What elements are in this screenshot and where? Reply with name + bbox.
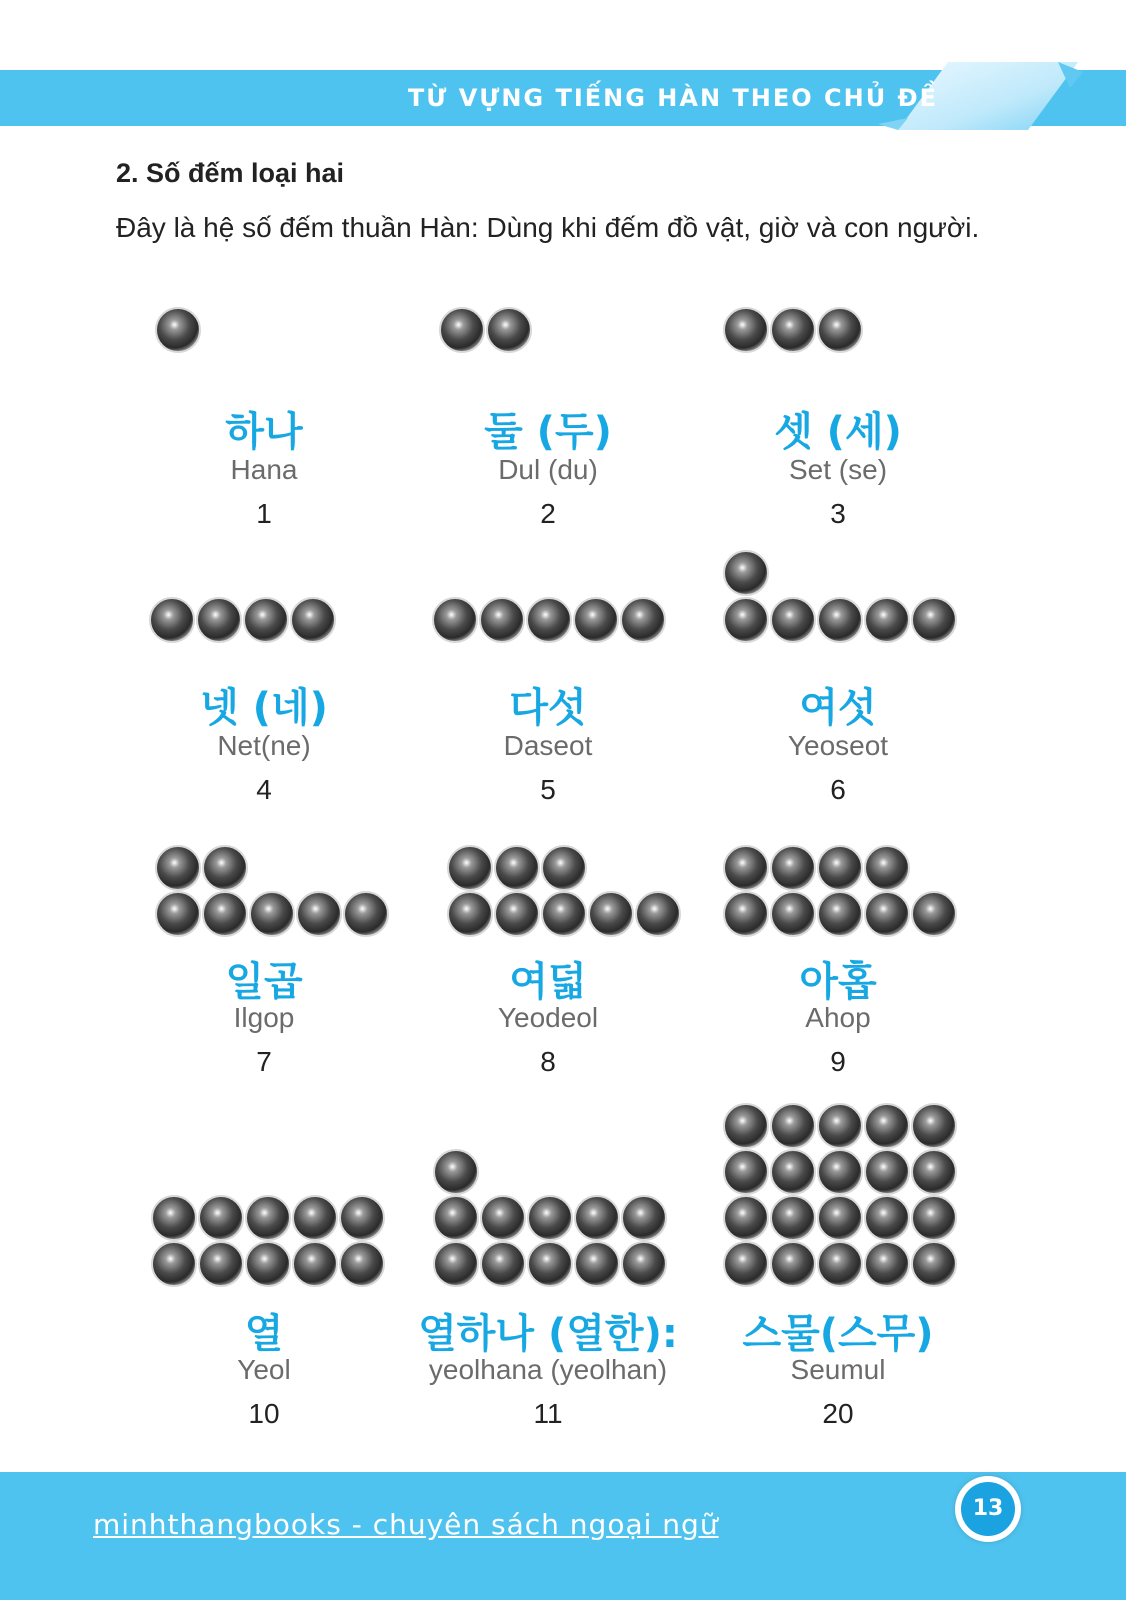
counting-ball bbox=[246, 1196, 290, 1240]
hangul-word: 열하나 (열한): bbox=[418, 1311, 678, 1357]
romanization: Hana bbox=[230, 454, 298, 485]
counting-ball bbox=[771, 1196, 815, 1240]
romanization: Ilgop bbox=[233, 1002, 295, 1033]
counting-ball bbox=[724, 1150, 768, 1194]
counting-ball bbox=[528, 1242, 572, 1286]
number: 1 bbox=[256, 498, 272, 529]
hangul-word: 하나 bbox=[225, 409, 303, 455]
counting-ball bbox=[434, 1150, 478, 1194]
hangul-word: 일곱 bbox=[225, 959, 303, 1005]
page-number-badge bbox=[955, 1476, 1021, 1542]
romanization: Seumul bbox=[790, 1354, 886, 1385]
counting-ball bbox=[912, 1196, 956, 1240]
hangul-word: 둘 (두) bbox=[484, 409, 612, 455]
hangul-word: 스물(스무) bbox=[742, 1311, 934, 1357]
number: 6 bbox=[830, 774, 846, 805]
counting-ball bbox=[622, 1242, 666, 1286]
number: 11 bbox=[533, 1398, 563, 1429]
counting-ball bbox=[340, 1196, 384, 1240]
counting-ball bbox=[771, 308, 815, 352]
counting-ball bbox=[724, 1242, 768, 1286]
counting-ball bbox=[481, 1242, 525, 1286]
romanization: yeolhana (yeolhan) bbox=[428, 1354, 668, 1385]
counting-ball bbox=[621, 598, 665, 642]
counting-ball bbox=[448, 892, 492, 936]
number: 5 bbox=[540, 774, 556, 805]
counting-ball bbox=[771, 1150, 815, 1194]
counting-ball bbox=[622, 1196, 666, 1240]
page-number: 13 bbox=[961, 1482, 1015, 1536]
counting-ball bbox=[818, 1150, 862, 1194]
counting-ball bbox=[448, 846, 492, 890]
counting-ball bbox=[293, 1196, 337, 1240]
counting-ball bbox=[156, 846, 200, 890]
counting-ball bbox=[865, 1104, 909, 1148]
counting-ball bbox=[199, 1196, 243, 1240]
counting-ball bbox=[340, 1242, 384, 1286]
counting-ball bbox=[724, 892, 768, 936]
counting-ball bbox=[818, 892, 862, 936]
counting-ball bbox=[152, 1242, 196, 1286]
footer-publisher-text: minhthangbooks - chuyên sách ngoại ngữ bbox=[93, 1508, 719, 1541]
romanization: Ahop bbox=[805, 1002, 871, 1033]
counting-ball bbox=[865, 846, 909, 890]
romanization: Yeoseot bbox=[787, 730, 889, 761]
counting-ball bbox=[495, 846, 539, 890]
counting-ball bbox=[244, 598, 288, 642]
counting-ball bbox=[542, 846, 586, 890]
number: 9 bbox=[830, 1046, 846, 1077]
romanization: Daseot bbox=[503, 730, 593, 761]
counting-ball bbox=[865, 598, 909, 642]
counting-ball bbox=[527, 598, 571, 642]
number: 2 bbox=[540, 498, 556, 529]
counting-ball bbox=[203, 846, 247, 890]
section-intro: Đây là hệ số đếm thuần Hàn: Dùng khi đếm đồ vật, giờ và con người. bbox=[116, 212, 980, 243]
hangul-word: 셋 (세) bbox=[774, 409, 902, 455]
counting-ball bbox=[724, 308, 768, 352]
romanization: Set (se) bbox=[788, 454, 888, 485]
counting-ball bbox=[818, 598, 862, 642]
counting-ball bbox=[636, 892, 680, 936]
counting-ball bbox=[291, 598, 335, 642]
counting-ball bbox=[542, 892, 586, 936]
counting-ball bbox=[434, 1242, 478, 1286]
counting-ball bbox=[487, 308, 531, 352]
counting-ball bbox=[818, 1242, 862, 1286]
counting-ball bbox=[724, 551, 768, 595]
counting-ball bbox=[150, 598, 194, 642]
counting-ball bbox=[771, 598, 815, 642]
counting-ball bbox=[495, 892, 539, 936]
counting-ball bbox=[771, 846, 815, 890]
section-heading: 2. Số đếm loại hai bbox=[116, 158, 345, 188]
counting-ball bbox=[771, 1104, 815, 1148]
counting-ball bbox=[250, 892, 294, 936]
counting-ball bbox=[771, 1242, 815, 1286]
romanization: Net(ne) bbox=[217, 730, 311, 761]
counting-ball bbox=[480, 598, 524, 642]
counting-ball bbox=[481, 1196, 525, 1240]
counting-ball bbox=[724, 1196, 768, 1240]
counting-ball bbox=[724, 1104, 768, 1148]
counting-ball bbox=[818, 1196, 862, 1240]
counting-ball bbox=[818, 846, 862, 890]
hangul-word: 여섯 bbox=[799, 685, 877, 731]
romanization: Dul (du) bbox=[498, 454, 598, 485]
counting-ball bbox=[246, 1242, 290, 1286]
counting-ball bbox=[865, 892, 909, 936]
counting-ball bbox=[575, 1196, 619, 1240]
counting-ball bbox=[912, 1150, 956, 1194]
counting-ball bbox=[152, 1196, 196, 1240]
header-title: TỪ VỰNG TIẾNG HÀN THEO CHỦ ĐỀ bbox=[407, 84, 939, 112]
romanization: Yeodeol bbox=[497, 1002, 599, 1033]
counting-ball bbox=[724, 598, 768, 642]
counting-ball bbox=[865, 1150, 909, 1194]
counting-ball bbox=[344, 892, 388, 936]
hangul-word: 다섯 bbox=[509, 685, 587, 731]
number: 4 bbox=[256, 774, 272, 805]
number: 3 bbox=[830, 498, 846, 529]
number: 20 bbox=[822, 1398, 854, 1429]
counting-ball bbox=[865, 1196, 909, 1240]
counting-ball bbox=[771, 892, 815, 936]
counting-ball bbox=[865, 1242, 909, 1286]
counting-ball bbox=[912, 1104, 956, 1148]
counting-ball bbox=[528, 1196, 572, 1240]
hangul-word: 여덟 bbox=[509, 959, 587, 1005]
number: 8 bbox=[540, 1046, 556, 1077]
number: 10 bbox=[248, 1398, 280, 1429]
counting-ball bbox=[297, 892, 341, 936]
hangul-word: 열 bbox=[244, 1311, 284, 1357]
counting-ball bbox=[818, 308, 862, 352]
number: 7 bbox=[256, 1046, 272, 1077]
counting-ball bbox=[912, 1242, 956, 1286]
counting-ball bbox=[434, 1196, 478, 1240]
counting-ball bbox=[912, 598, 956, 642]
counting-ball bbox=[440, 308, 484, 352]
counting-ball bbox=[156, 892, 200, 936]
counting-ball bbox=[203, 892, 247, 936]
counting-ball bbox=[818, 1104, 862, 1148]
counting-ball bbox=[574, 598, 618, 642]
counting-ball bbox=[156, 308, 200, 352]
hangul-word: 아홉 bbox=[799, 959, 877, 1005]
romanization: Yeol bbox=[237, 1354, 291, 1385]
counting-ball bbox=[589, 892, 633, 936]
counting-ball bbox=[575, 1242, 619, 1286]
counting-ball bbox=[912, 892, 956, 936]
hangul-word: 넷 (네) bbox=[200, 685, 328, 731]
counting-ball bbox=[724, 846, 768, 890]
counting-ball bbox=[433, 598, 477, 642]
counting-ball bbox=[199, 1242, 243, 1286]
counting-ball bbox=[293, 1242, 337, 1286]
counting-ball bbox=[197, 598, 241, 642]
